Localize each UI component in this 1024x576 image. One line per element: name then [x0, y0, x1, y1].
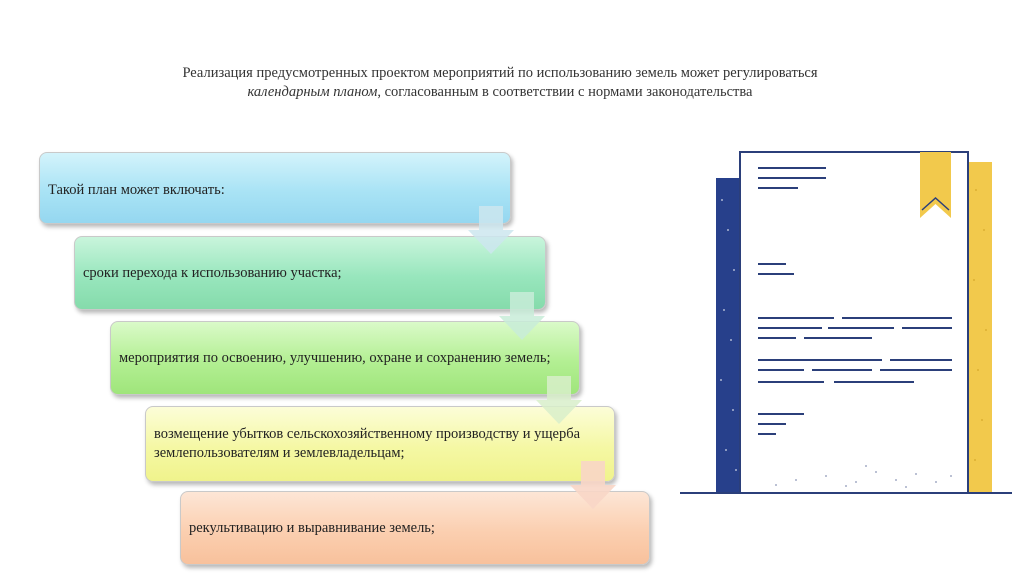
title-line-2-rest: , согласованным в соответствии с нормами законодательства	[377, 84, 753, 100]
step-2-text: сроки перехода к использованию участка;	[83, 264, 342, 281]
step-5-text: рекультивацию и выравнивание земель;	[189, 519, 435, 536]
step-1-text: Такой план может включать:	[48, 182, 225, 198]
step-4-text: возмещение убытков сельскохозяйственному производству и ущерба землепользователям и землевладельцам;	[154, 426, 581, 461]
page-title	[90, 64, 910, 102]
down-arrow-icon-4	[570, 461, 616, 509]
down-arrow-icon-3	[536, 376, 582, 424]
title-italic-phrase: календарным планом	[247, 84, 378, 100]
step-box-1	[39, 152, 511, 224]
title-line-1: Реализация предусмотренных проектом мероприятий по использованию земель может регулироваться	[182, 65, 818, 81]
document-illustration	[676, 140, 1016, 500]
step-3-text: мероприятия по освоению, улучшению, охране и сохранению земель;	[119, 349, 551, 366]
down-arrow-icon-2	[499, 292, 545, 340]
down-arrow-icon-1	[468, 206, 514, 254]
